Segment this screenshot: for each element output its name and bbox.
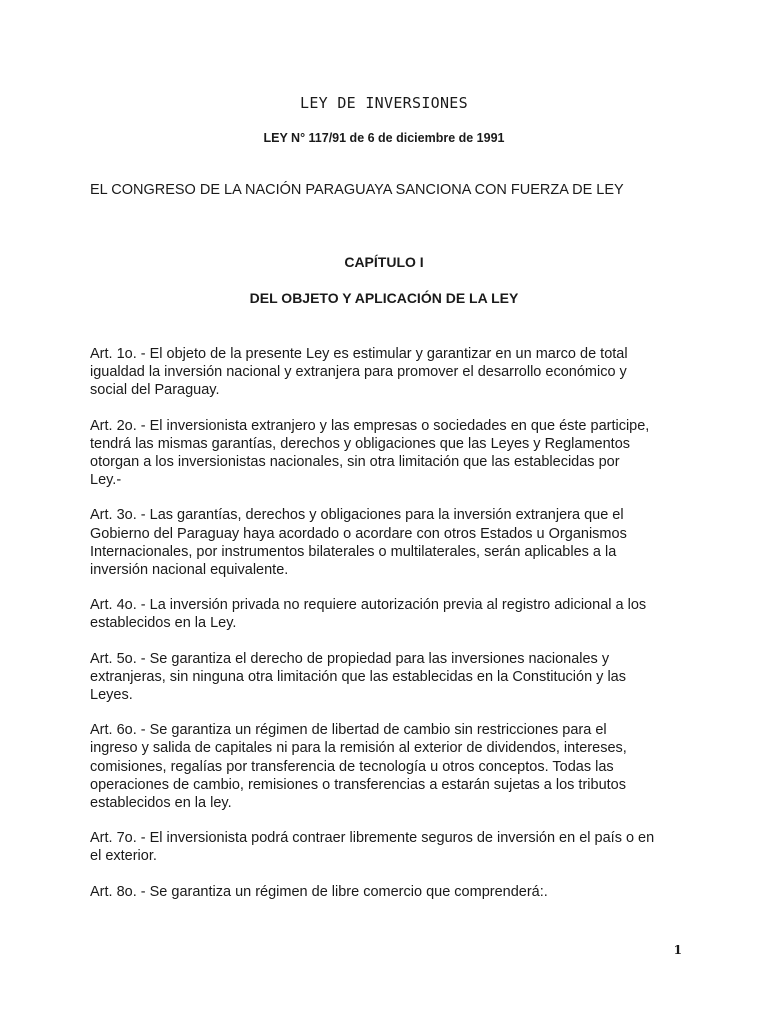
article-3: Art. 3o. - Las garantías, derechos y obligaciones para la inversión extranjera que el Gobierno del Paraguay haya acordado o acordare con otros Estados u Organismos Internacionales, por instrumentos bilaterales o multilaterales, serán aplicables a la inversión nacional equivalente. [90,507,627,579]
law-reference: LEY N° 117/91 de 6 de diciembre de 1991 [263,131,505,145]
sanction-statement: EL CONGRESO DE LA NACIÓN PARAGUAYA SANCIONA CON FUERZA DE LEY [90,182,624,198]
chapter-heading: CAPÍTULO I [344,254,424,270]
article-4: Art. 4o. - La inversión privada no requiere autorización previa al registro adicional a los establecidos en la Ley. [90,597,647,632]
article-2: Art. 2o. - El inversionista extranjero y las empresas o sociedades en que éste participe, tendrá las mismas garantías, derechos y obligaciones que las Leyes y Reglamentos otorgan a los inversionistas nacionales, sin otra limitación que las establecidas por Ley.- [90,417,650,489]
page-number: 1 [673,943,682,957]
article-5: Art. 5o. - Se garantiza el derecho de propiedad para las inversiones nacionales y extranjeras, sin ninguna otra limitación que las establecidas en la Constitución y las Leyes. [90,650,626,704]
document-title: LEY DE INVERSIONES [300,94,468,112]
chapter-title: DEL OBJETO Y APLICACIÓN DE LA LEY [249,290,519,306]
article-7: Art. 7o. - El inversionista podrá contraer libremente seguros de inversión en el país o en el exterior. [90,830,655,865]
article-1: Art. 1o. - El objeto de la presente Ley es estimular y garantizar en un marco de total igualdad la inversión nacional y extranjera para promover el desarrollo económico y social del Paraguay. [90,346,628,399]
article-8: Art. 8o. - Se garantiza un régimen de libre comercio que comprenderá:. [90,883,548,900]
articles-list [90,345,682,918]
article-6: Art. 6o. - Se garantiza un régimen de libertad de cambio sin restricciones para el ingreso y salida de capitales ni para la remisión al exterior de dividendos, intereses, comisiones, regalías por transferencia de tecnología u otros conceptos. Todas las operaciones de cambio, remisiones o transferencias a estarán sujetas a los tributos establecidos en la ley. [90,722,627,812]
